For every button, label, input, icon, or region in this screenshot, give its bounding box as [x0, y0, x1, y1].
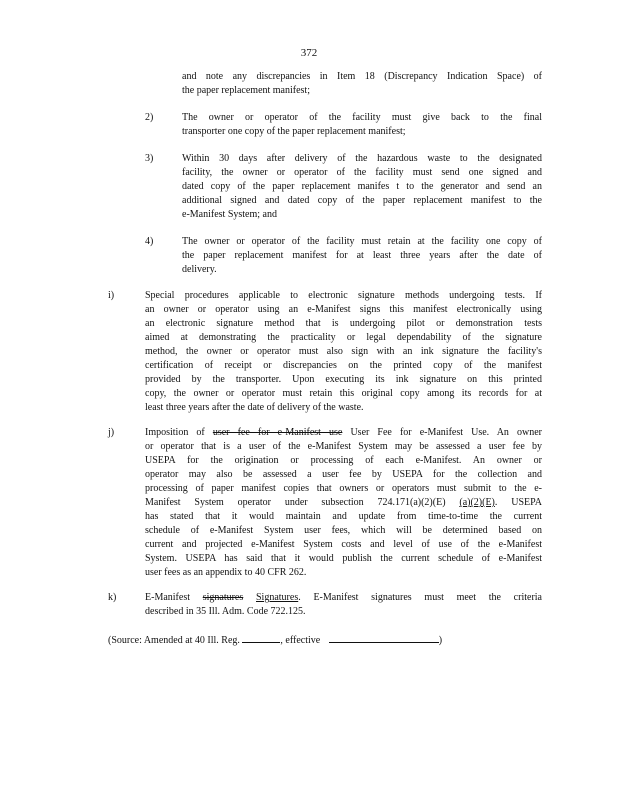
- text-line: current and projected e-Manifest System costs and level of use of the e-Manifest: [145, 539, 542, 550]
- text-line: processing of paper manifest copies that owners or operators must submit to the e-: [145, 483, 542, 494]
- text-run: E-Manifest: [145, 592, 203, 603]
- text-line: Within 30 days after delivery of the hazardous waste to the designated: [182, 153, 542, 164]
- text-line: an electronic signature method that is undergoing pilot or demonstration tests: [145, 318, 542, 329]
- text-run: . E-Manifest signatures must meet the criteria: [298, 592, 542, 603]
- text-line: provided by the transporter. Upon executing its ink signature on this printed: [145, 374, 542, 385]
- text-line: The owner or operator of the facility must give back to the final: [182, 112, 542, 123]
- text-line: USEPA for the origination or processing of each e-Manifest. An owner or: [145, 455, 542, 466]
- source-text: (Source: Amended at 40 Ill. Reg.: [108, 635, 240, 646]
- item-4-text: [182, 235, 542, 277]
- text-line: [145, 591, 542, 605]
- text-line: additional signed and dated copy of the paper replacement manifest to the: [182, 195, 542, 206]
- text-line: user fees as an appendix to 40 CFR 262.: [145, 567, 307, 578]
- text-line: an owner or operator using an e-Manifest signs this manifest electronically using: [145, 304, 542, 315]
- text-line: e-Manifest System; and: [182, 209, 277, 220]
- text-line: transporter one copy of the paper replacement manifest;: [182, 126, 406, 137]
- source-text: ): [438, 635, 443, 646]
- para-k-label: k): [108, 592, 117, 603]
- item-1-continuation: [182, 70, 542, 98]
- text-line: described in 35 Ill. Adm. Code 722.125.: [145, 606, 306, 617]
- source-note: [108, 631, 442, 648]
- text-line: [145, 496, 542, 510]
- text-line: System. USEPA has said that it would publish the current schedule of e-Manifest: [145, 553, 542, 564]
- page-number: 372: [300, 47, 318, 59]
- inserted-text: Signatures: [256, 592, 299, 603]
- text-line: Special procedures applicable to electronic signature methods undergoing tests. If: [145, 290, 542, 301]
- para-i-label: i): [108, 290, 115, 301]
- text-line: method, the owner or operator must also sign with an ink signature the facility's: [145, 346, 542, 357]
- text-line: schedule of e-Manifest System user fees, which will be determined based on: [145, 525, 542, 536]
- item-3-number: 3): [145, 153, 154, 164]
- text-line: The owner or operator of the facility must retain at the facility one copy of: [182, 236, 542, 247]
- source-text: , effective: [280, 635, 321, 646]
- text-run: Imposition of: [145, 427, 213, 438]
- text-line: [145, 426, 542, 440]
- text-line: least three years after the date of delivery of the waste.: [145, 402, 364, 413]
- para-i-text: [145, 289, 542, 415]
- text-line: facility, the owner or operator of the facility must send one signed and: [182, 167, 542, 178]
- text-line: and note any discrepancies in Item 18 (Discrepancy Indication Space) of: [182, 71, 542, 82]
- deleted-text: user fee for e-Manifest use: [212, 427, 343, 438]
- text-line: has stated that it would maintain and update from time-to-time the current: [145, 511, 542, 522]
- text-line: dated copy of the paper replacement manifes t to the generator and send an: [182, 181, 542, 192]
- text-line: aimed at demonstrating the practicality or legal dependability of the signature: [145, 332, 542, 343]
- para-k-text: [145, 591, 542, 619]
- text-run: Manifest System operator under subsection 724.171(a)(2)(E): [145, 497, 460, 508]
- text-line: the paper replacement manifest for at least three years after the date of: [182, 250, 542, 261]
- text-line: copy, the owner or operator must retain this original copy among its records for at: [145, 388, 542, 399]
- text-line: operator may also be assessed a user fee by USEPA for the collection and: [145, 469, 542, 480]
- para-j-label: j): [108, 427, 115, 438]
- item-3-text: [182, 152, 542, 222]
- text-line: certification of receipt or discrepancies on the printed copy of the manifest: [145, 360, 542, 371]
- item-2-text: [182, 111, 542, 139]
- text-line: the paper replacement manifest;: [182, 85, 310, 96]
- inserted-text: (a)(2)(E): [459, 497, 495, 508]
- text-run: User Fee for e-Manifest Use. An owner: [342, 427, 542, 438]
- blank-line: [242, 631, 280, 643]
- text-run: . USEPA: [494, 497, 542, 508]
- deleted-text: signatures: [202, 592, 244, 603]
- item-4-number: 4): [145, 236, 154, 247]
- item-2-number: 2): [145, 112, 154, 123]
- para-j-text: [145, 426, 542, 580]
- text-line: or operator that is a user of the e-Manifest System may be assessed a user fee by: [145, 441, 542, 452]
- blank-line: [329, 631, 439, 643]
- text-line: delivery.: [182, 264, 217, 275]
